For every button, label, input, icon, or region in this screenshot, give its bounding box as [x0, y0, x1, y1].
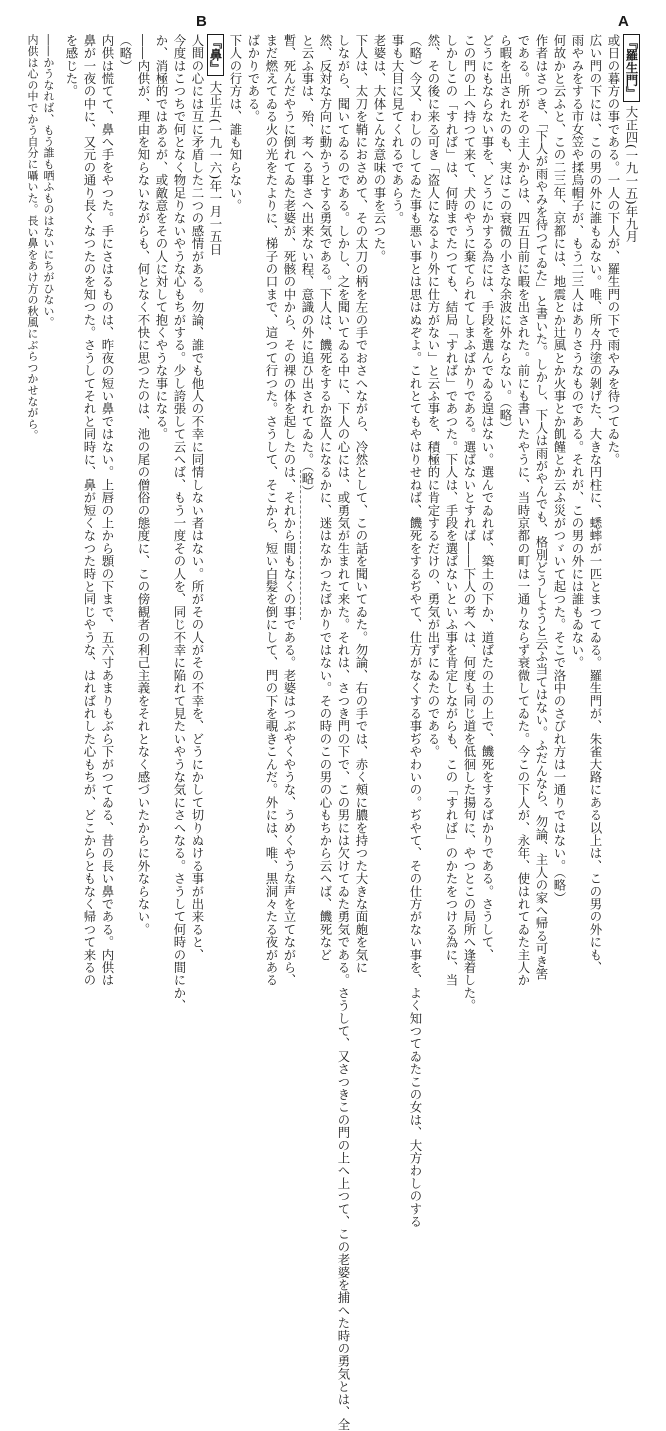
hana-line: を感じた。 [64, 34, 79, 98]
rashomon-line: 作者はさつき、「下人が雨やみを待つてゐた」と書いた。しかし、下人は雨がやんでも、格別どうしようと云ふ当てはない。ふだんなら、勿論、主人の家へ帰る可き筈 [534, 34, 549, 981]
rashomon-line: と云ふ事は、殆、考へる事さへ出来ない程、意識の外に追ひ出されてゐた。（略） [300, 34, 315, 498]
rashomon-line: ばかりである。 [246, 34, 261, 123]
rashomon-line: 下人の行方は、誰も知らない。 [228, 34, 243, 212]
section-marker-a: A [618, 13, 629, 30]
rashomon-date: 大正四(一九一五)年九月 [624, 105, 639, 244]
rashomon-line: 広い門の下には、この男の外に誰もゐない。唯、所々丹塗の剝げた、大きな円柱に、蟋蟀が一匹とまつてゐる。羅生門が、朱雀大路にある以上は、この男の外にも、 [588, 34, 603, 974]
rashomon-line: 老婆は、大体こんな意味の事を云つた。 [372, 34, 387, 263]
hana-line: ――内供が、理由を知らないながらも、何となく不快に思つたのは、池の尾の僧俗の態度に、この傍観者の利己主義をそれとなく感づいたからに外ならない。 [136, 34, 151, 936]
hana-line: 内供は慌てて、鼻へ手をやつた。手にさはるものは、昨夜の短い鼻ではない。上唇の上から顋の下まで、五六寸あまりもぶら下がつてゐる、昔の長い鼻である。内供は [100, 34, 115, 987]
hana-excerpt [64, 34, 224, 1012]
rashomon-line: 或日の暮方の事である。一人の下人が、羅生門の下で雨やみを待つてゐた。 [606, 34, 621, 466]
rashomon-line: 然、その後に来る可き「盗人になるより外に仕方がない」と云ふ事を、積極的に肯定するだけの、勇気が出ずにゐたのである。 [426, 34, 441, 758]
hana-line: ――かうなれば、もう誰も哂ふものはないにちがひない。 [42, 34, 55, 328]
rashomon-line: この門の上へ持つて来て、犬のやうに棄てられてしまふばかりである。選ばないとすれば――下人の考へは、何度も同じ道を低徊した揚句に、やつとこの局所へ逢着した。 [462, 34, 477, 1012]
rashomon-line: 事も大目に見てくれるであらう。 [390, 34, 405, 225]
rashomon-line: ら暇を出されたのも、実はこの衰微の小さな余波に外ならない。（略） [498, 34, 513, 435]
hana-line: 人間の心には互に矛盾した二つの感情がある。勿論、誰でも他人の不幸に同情しない者はない。所がその人がその不幸を、どうにかして切りぬける事が出来ると、 [190, 34, 205, 962]
rashomon-line: どうにもならない事を、どうにかする為には、手段を選んでゐる遑はない。選んでゐれば、築土の下か、道ばたの土の上で、饑死をするばかりである。さうして、 [480, 34, 495, 962]
rashomon-line: （略）今又、わしのしてゐた事も悪い事とは思はぬぞよ。これとてもやはりせねば、饑死をするぢやて、仕方がなくする事ぢやわいの。ぢやて、その仕方がない事を、よく知つてゐたこの女は、大方わしのする [408, 34, 423, 1228]
rashomon-line: まだ燃えてゐる火の光をたよりに、梯子の口まで、這つて行つた。さうして、そこから、短い白髪を倒にして、門の下を覗きこんだ。外には、唯、黒洞々たる夜がある [264, 34, 279, 987]
rashomon-line: 暫、死んだやうに倒れてゐた老婆が、死骸の中から、その裸の体を起したのは、それから間もなくの事である。老婆はつぶやくやうな、うめくやうな声を立てながら、 [282, 34, 297, 987]
hana-excerpt-continued [16, 34, 56, 674]
rashomon-line: しながら、聞いてゐるのである。しかし、之を聞いてゐる中に、下人の心には、或勇気が生まれて来た。それは、さつき門の下で、この男には欠けてゐた勇気である。さうして、又さつきこの門の上へ上つて、この老婆を捕へた時の勇気とは、全 [336, 34, 351, 1431]
rashomon-line: である。所がその主人からは、四五日前に暇を出された。前にも書いたやうに、当時京都の町は一通りならず衰微してゐた。今この下人が、永年、使はれてゐた主人か [516, 34, 531, 987]
rashomon-line: 雨やみをする市女笠や揉烏帽子が、もう二三人はありさうなものである。それが、この男の外には誰もゐない。 [570, 34, 585, 669]
hana-line: 今度はこつちで何となく物足りないやうな心もちがする。少し誇張して云へば、もう一度その人を、同じ不幸に陥れて見たいやうな気にさへなる。さうして何時の間にか、 [172, 34, 187, 1012]
underline-rule [300, 470, 301, 620]
rashomon-line: 然、反対な方向に動かうとする勇気である。下人は、饑死をするか盗人になるかに、迷はなかつたばかりではない。その時のこの男の心もちから云へば、饑死など [318, 34, 333, 962]
hana-date: 大正五(一九一六)年一月一五日 [208, 80, 223, 256]
hana-line: 内供は心の中でかう自分に囁いた。長い鼻をあけ方の秋風にぶらつかせながら。 [26, 34, 39, 441]
hana-heading [206, 34, 224, 646]
rashomon-heading [622, 34, 640, 804]
rashomon-line: 何故かと云ふと、この二三年、京都には、地震とか辻風とか火事とか飢饉とか云ふ災がつゞいて起つた。そこで洛中のさびれ方は一通りではない。（略） [552, 34, 567, 905]
hana-line: （略） [118, 34, 133, 73]
rashomon-title: 『羅生門』 [624, 36, 639, 100]
section-marker-b: B [196, 13, 207, 30]
hana-title: 『鼻』 [208, 36, 223, 75]
rashomon-line: しかしこの「すれば」は、何時までたつても、結局「すれば」であつた。下人は、手段を選ばないといふ事を肯定しながらも、この「すれば」のかたをつける為に、当 [444, 34, 459, 987]
rashomon-line: 下人は、太刀を鞘におさめて、その太刀の柄を左の手でおさへながら、冷然として、この話を聞いてゐた。勿論、右の手では、赤く頰に膿を持つた大きな面皰を気に [354, 34, 369, 974]
hana-line: か、消極的ではあるが、或敵意をその人に対して抱くやうな事になる。 [154, 34, 169, 441]
rashomon-excerpt [228, 34, 640, 1431]
hana-line: 鼻が一夜の中に、又元の通り長くなつたのを知つた。さうしてそれと同時に、鼻が短くなつた時と同じやうな、はればれした心もちが、どこからともなく帰つて来るの [82, 34, 97, 987]
